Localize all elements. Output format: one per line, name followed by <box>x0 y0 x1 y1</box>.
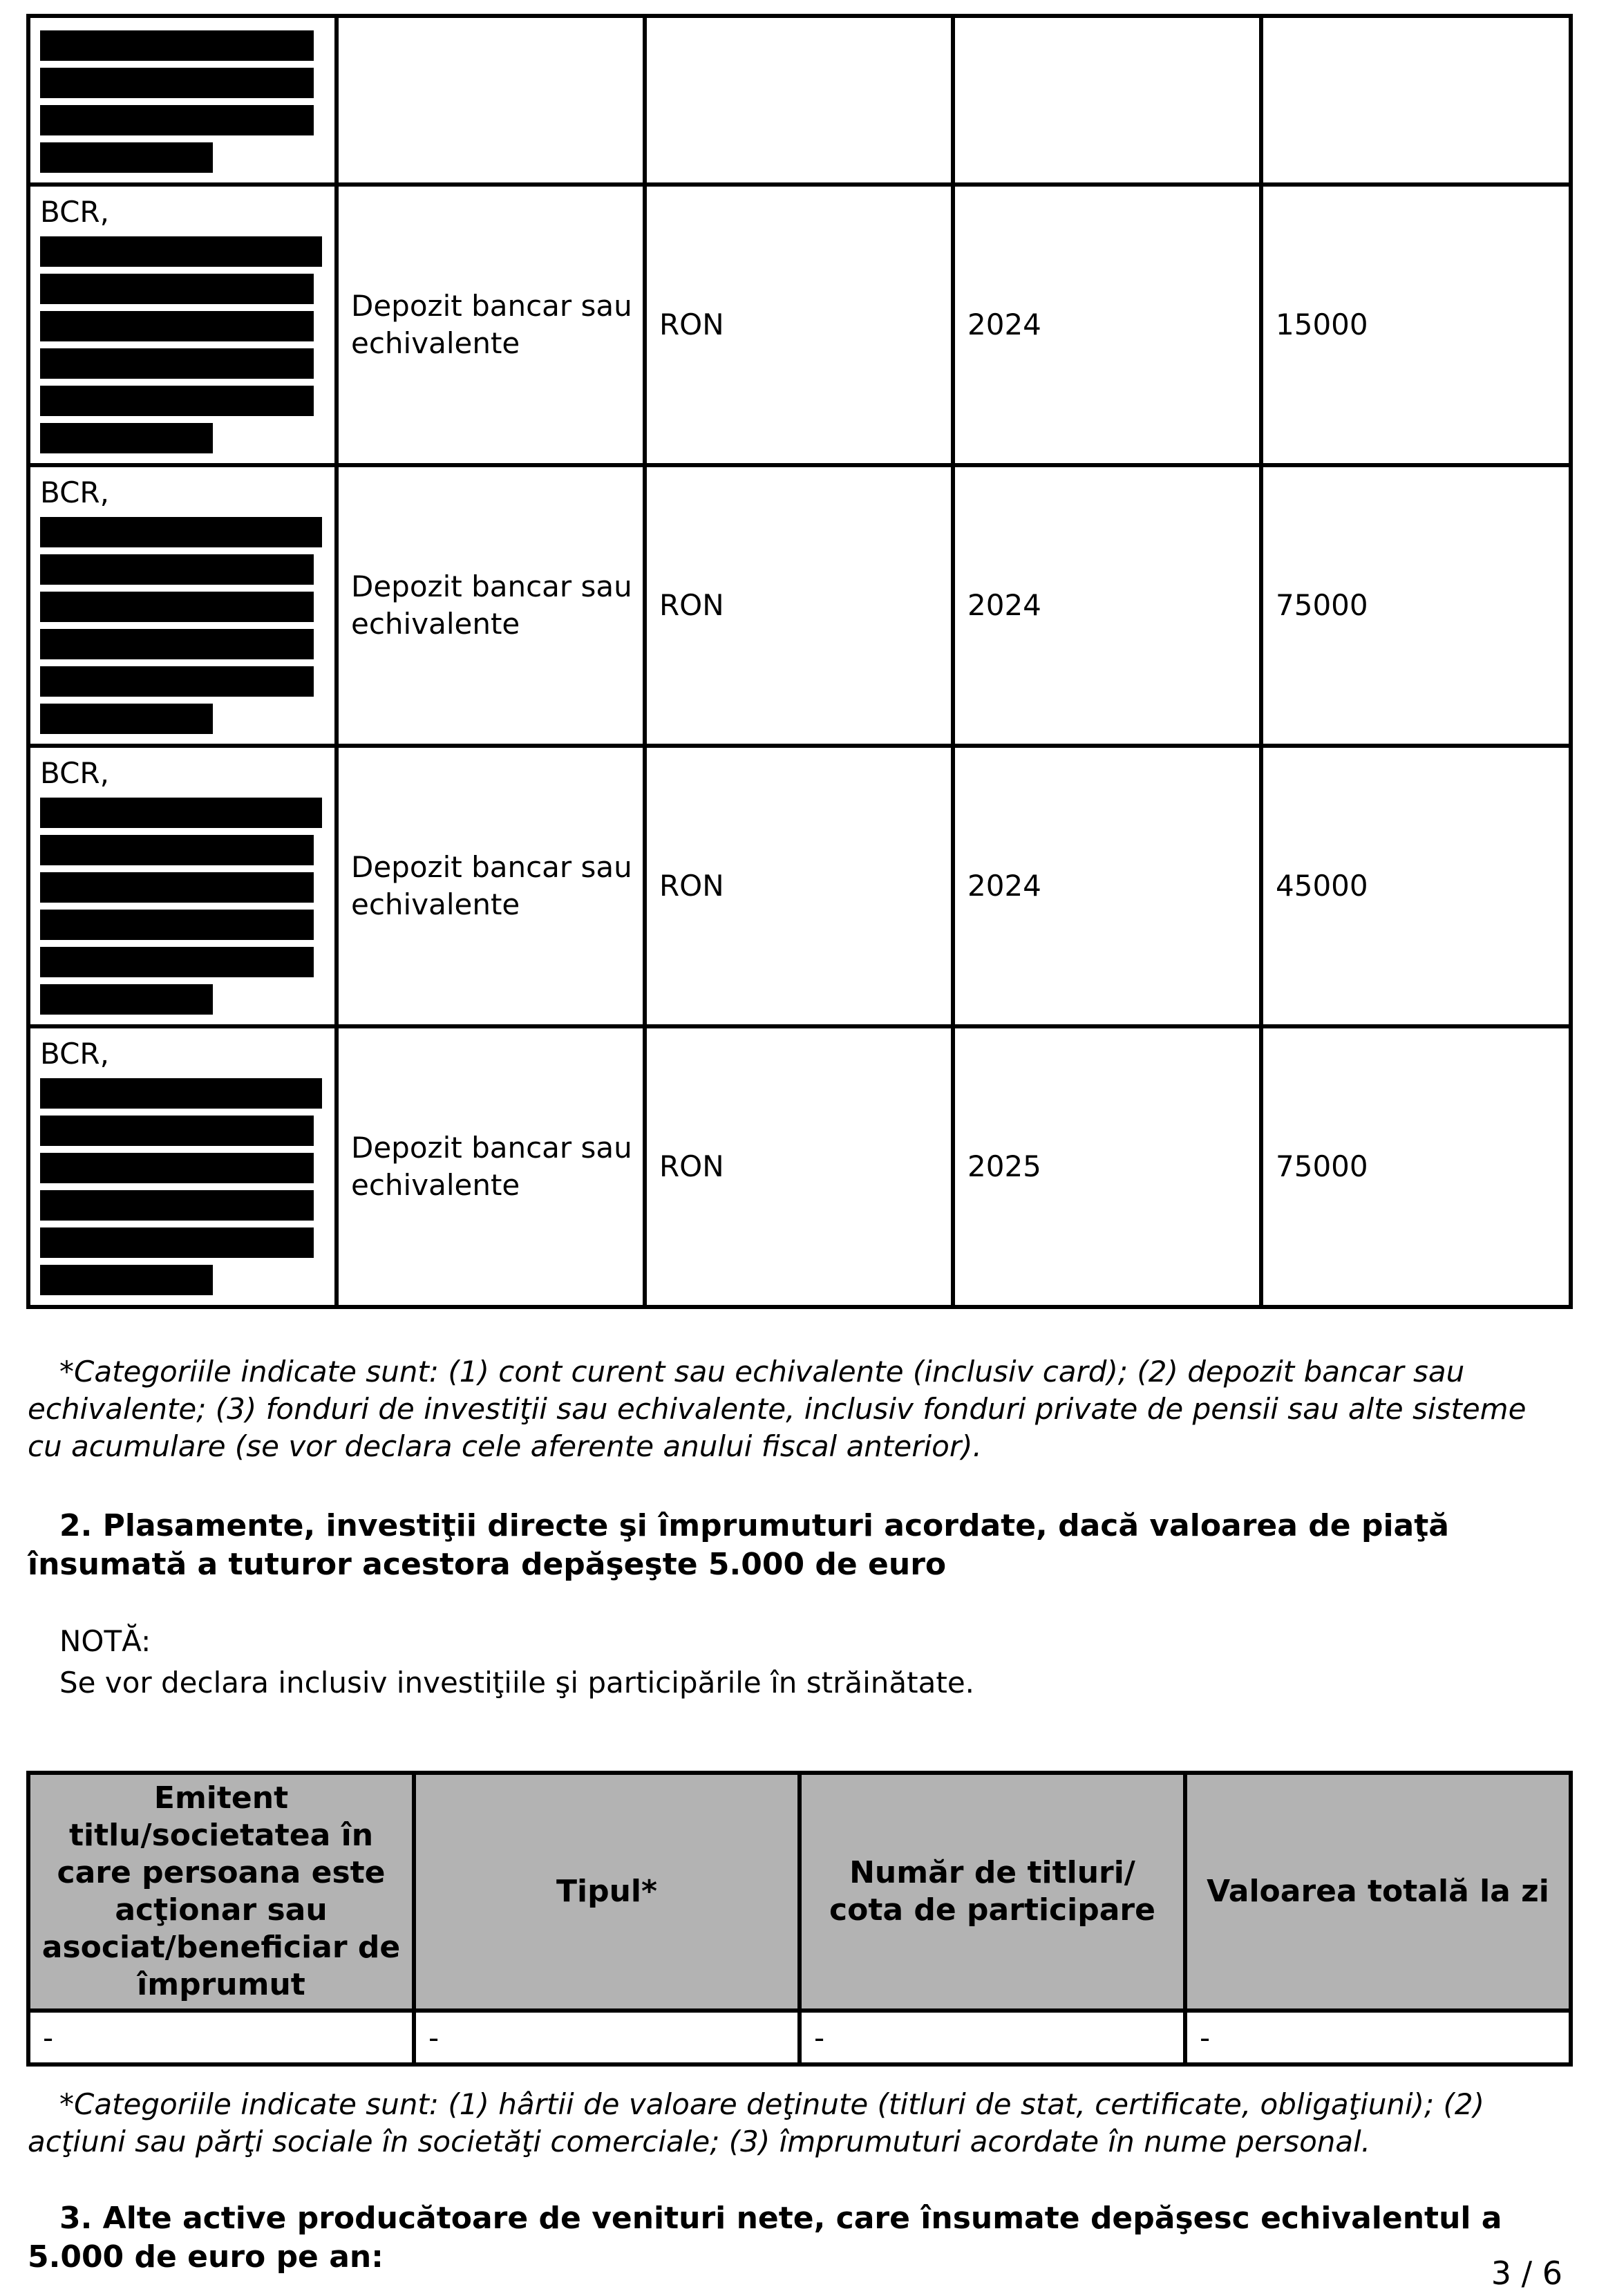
redacted-block <box>40 1190 314 1221</box>
redacted-block <box>40 947 314 977</box>
redacted-block <box>40 311 314 341</box>
column-header: Emitent titlu/societatea în care persoana este acţionar sau asociat/beneficiar de împrumut <box>28 1773 414 2011</box>
currency-cell <box>645 16 953 185</box>
type-cell <box>337 16 645 185</box>
redacted-block <box>40 105 314 135</box>
category-footnote: *Categoriile indicate sunt: (1) hârtii de valoare deţinute (titluri de stat, certificate, obligaţiuni); (2) acţiuni sau părţi sociale în societăţi comerciale; (3) împrumuturi acordate în nume personal. <box>28 2087 1485 2158</box>
column-header: Număr de titluri/ cota de participare <box>800 1773 1185 2011</box>
value-cell: 75000 <box>1261 1026 1571 1307</box>
category-footnote: *Categoriile indicate sunt: (1) cont curent sau echivalente (inclusiv card); (2) depozit bancar sau echivalente; (3) fonduri de investiţii sau echivalente, inclusiv fonduri private de pensii sau alte sisteme cu acumulare (se vor declara cele aferente anului fiscal anterior). <box>28 1355 1527 1463</box>
redacted-block <box>40 629 314 659</box>
table-cell: - <box>414 2011 800 2064</box>
investments-table <box>26 1771 1573 2067</box>
section-heading: 3. Alte active producătoare de venituri nete, care însumate depăşesc echivalentul a 5.000 de euro pe an: <box>28 2201 1502 2275</box>
redacted-block <box>40 666 314 697</box>
table-row <box>28 185 1571 465</box>
redacted-block <box>40 1265 213 1295</box>
redacted-block <box>40 142 213 173</box>
redacted-block <box>40 554 314 585</box>
year-cell: 2024 <box>953 465 1261 746</box>
page-number: 3 / 6 <box>1491 2255 1562 2292</box>
value-cell <box>1261 16 1571 185</box>
redacted-block <box>40 30 314 61</box>
section-heading: 2. Plasamente, investiţii directe şi împrumuturi acordate, dacă valoarea de piaţă însumată a tuturor acestora depăşeşte 5.000 de euro <box>28 1508 1449 1582</box>
redacted-block <box>40 984 213 1015</box>
currency-cell: RON <box>645 746 953 1026</box>
redacted-block <box>40 1153 314 1183</box>
note-label: NOTĂ: <box>59 1624 151 1658</box>
redacted-block <box>40 348 314 379</box>
redacted-block <box>40 872 314 903</box>
value-cell: 45000 <box>1261 746 1571 1026</box>
table-cell: - <box>1185 2011 1571 2064</box>
institution-cell <box>28 1026 337 1307</box>
table-cell: - <box>28 2011 414 2064</box>
redacted-block <box>40 386 314 416</box>
institution-name: BCR, <box>40 756 109 790</box>
redacted-block <box>40 1116 314 1146</box>
institution-cell <box>28 185 337 465</box>
type-cell: Depozit bancar sau echivalente <box>337 465 645 746</box>
type-cell: Depozit bancar sau echivalente <box>337 185 645 465</box>
header-row <box>28 1773 1571 2011</box>
institution-name: BCR, <box>40 476 109 509</box>
currency-cell: RON <box>645 1026 953 1307</box>
year-cell: 2024 <box>953 746 1261 1026</box>
redacted-block <box>40 592 314 622</box>
table-row <box>28 1026 1571 1307</box>
value-cell: 75000 <box>1261 465 1571 746</box>
currency-cell: RON <box>645 465 953 746</box>
column-header: Valoarea totală la zi <box>1185 1773 1571 2011</box>
year-cell <box>953 16 1261 185</box>
note-text: Se vor declara inclusiv investiţiile şi participările în străinătate. <box>59 1666 975 1700</box>
redacted-block <box>40 423 213 453</box>
redacted-block <box>40 1078 322 1109</box>
redacted-block <box>40 274 314 304</box>
redacted-block <box>40 798 322 828</box>
value-cell: 15000 <box>1261 185 1571 465</box>
redacted-block <box>40 704 213 734</box>
institution-cell <box>28 16 337 185</box>
redacted-block <box>40 835 314 865</box>
institution-cell <box>28 465 337 746</box>
year-cell: 2025 <box>953 1026 1261 1307</box>
institution-cell <box>28 746 337 1026</box>
type-cell: Depozit bancar sau echivalente <box>337 746 645 1026</box>
redacted-block <box>40 910 314 940</box>
table-row <box>28 16 1571 185</box>
holdings-table <box>26 14 1573 1309</box>
table-row <box>28 2011 1571 2064</box>
type-cell: Depozit bancar sau echivalente <box>337 1026 645 1307</box>
table-cell: - <box>800 2011 1185 2064</box>
institution-name: BCR, <box>40 195 109 229</box>
currency-cell: RON <box>645 185 953 465</box>
institution-name: BCR, <box>40 1037 109 1071</box>
redacted-block <box>40 1227 314 1258</box>
year-cell: 2024 <box>953 185 1261 465</box>
table-row <box>28 746 1571 1026</box>
column-header: Tipul* <box>414 1773 800 2011</box>
table-row <box>28 465 1571 746</box>
redacted-block <box>40 517 322 547</box>
redacted-block <box>40 236 322 267</box>
redacted-block <box>40 68 314 98</box>
